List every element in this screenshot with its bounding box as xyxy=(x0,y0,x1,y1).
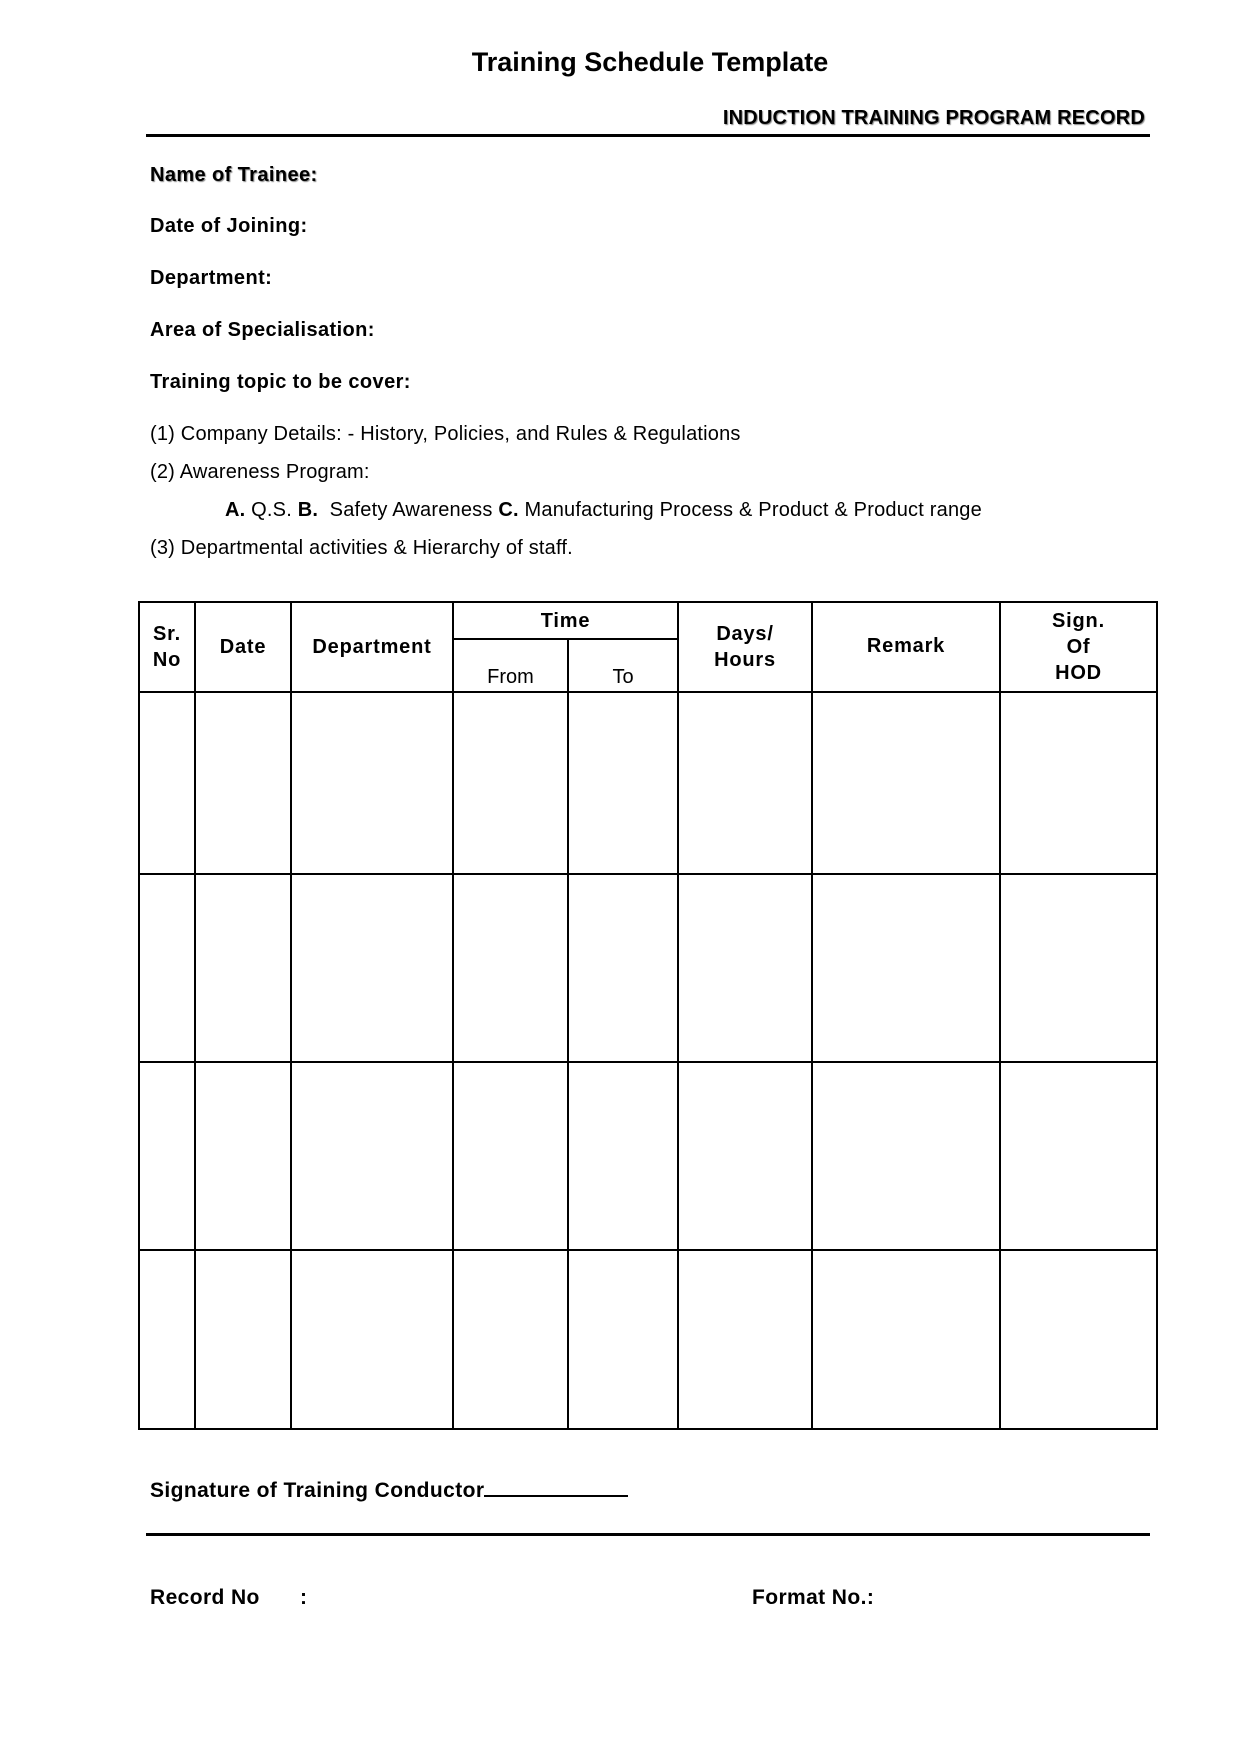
cell-sign[interactable] xyxy=(1000,1250,1157,1429)
cell-sign[interactable] xyxy=(1000,874,1157,1062)
table-row xyxy=(139,874,1157,1062)
sub-text-b: Safety Awareness xyxy=(318,499,499,521)
cell-remark[interactable] xyxy=(812,1250,1000,1429)
topic-item-3: (3) Departmental activities & Hierarchy of staff. xyxy=(150,537,573,559)
cell-date[interactable] xyxy=(195,1250,291,1429)
table-row xyxy=(139,1062,1157,1250)
cell-from[interactable] xyxy=(453,1250,568,1429)
header-time-from: From xyxy=(453,639,568,692)
header-time: Time xyxy=(453,602,678,639)
sub-label-a: A. xyxy=(225,499,246,521)
department-label: Department: xyxy=(150,267,273,289)
table-row xyxy=(139,1250,1157,1429)
top-divider xyxy=(146,134,1150,137)
format-no-label: Format No.: xyxy=(752,1586,875,1609)
record-subtitle: INDUCTION TRAINING PROGRAM RECORD xyxy=(722,107,1145,129)
sub-text-a: Q.S. xyxy=(245,499,298,521)
cell-days-hours[interactable] xyxy=(678,692,812,874)
header-date: Date xyxy=(195,602,291,692)
cell-department[interactable] xyxy=(291,1062,453,1250)
cell-date[interactable] xyxy=(195,692,291,874)
cell-days-hours[interactable] xyxy=(678,1250,812,1429)
trainee-name-label: Name of Trainee: xyxy=(150,164,318,186)
training-schedule-table xyxy=(138,601,1158,1430)
cell-remark[interactable] xyxy=(812,1062,1000,1250)
cell-from[interactable] xyxy=(453,1062,568,1250)
cell-remark[interactable] xyxy=(812,692,1000,874)
cell-to[interactable] xyxy=(568,874,678,1062)
signature-blank[interactable] xyxy=(484,1493,628,1497)
record-no-label: Record No xyxy=(150,1586,260,1609)
record-no-colon: : xyxy=(300,1586,308,1609)
sub-text-c: Manufacturing Process & Product & Product range xyxy=(518,499,982,521)
cell-remark[interactable] xyxy=(812,874,1000,1062)
cell-from[interactable] xyxy=(453,874,568,1062)
cell-sign[interactable] xyxy=(1000,1062,1157,1250)
cell-from[interactable] xyxy=(453,692,568,874)
header-sr-no: Sr. No xyxy=(139,602,195,692)
header-remark: Remark xyxy=(812,602,1000,692)
page-title: Training Schedule Template xyxy=(471,47,829,77)
cell-to[interactable] xyxy=(568,1250,678,1429)
cell-date[interactable] xyxy=(195,1062,291,1250)
bottom-divider xyxy=(146,1533,1150,1536)
topic-item-2-subitems xyxy=(225,499,982,522)
training-topic-label: Training topic to be cover: xyxy=(150,371,411,393)
cell-to[interactable] xyxy=(568,692,678,874)
cell-days-hours[interactable] xyxy=(678,874,812,1062)
header-sign-of-hod: Sign. Of HOD xyxy=(1000,602,1157,692)
header-days-hours: Days/ Hours xyxy=(678,602,812,692)
specialisation-label: Area of Specialisation: xyxy=(150,319,375,341)
header-time-to: To xyxy=(568,639,678,692)
cell-sign[interactable] xyxy=(1000,692,1157,874)
cell-to[interactable] xyxy=(568,1062,678,1250)
topic-item-1: (1) Company Details: - History, Policies, and Rules & Regulations xyxy=(150,423,741,445)
cell-sr-no[interactable] xyxy=(139,1250,195,1429)
cell-department[interactable] xyxy=(291,1250,453,1429)
table-row xyxy=(139,692,1157,874)
sub-label-c: C. xyxy=(498,499,519,521)
signature-label: Signature of Training Conductor xyxy=(150,1479,485,1502)
cell-department[interactable] xyxy=(291,692,453,874)
cell-sr-no[interactable] xyxy=(139,1062,195,1250)
sub-label-b: B. xyxy=(297,499,319,521)
signature-line xyxy=(150,1479,628,1503)
cell-date[interactable] xyxy=(195,874,291,1062)
date-of-joining-label: Date of Joining: xyxy=(150,215,308,237)
topic-item-2: (2) Awareness Program: xyxy=(150,461,370,483)
header-department: Department xyxy=(291,602,453,692)
cell-days-hours[interactable] xyxy=(678,1062,812,1250)
cell-department[interactable] xyxy=(291,874,453,1062)
cell-sr-no[interactable] xyxy=(139,692,195,874)
cell-sr-no[interactable] xyxy=(139,874,195,1062)
